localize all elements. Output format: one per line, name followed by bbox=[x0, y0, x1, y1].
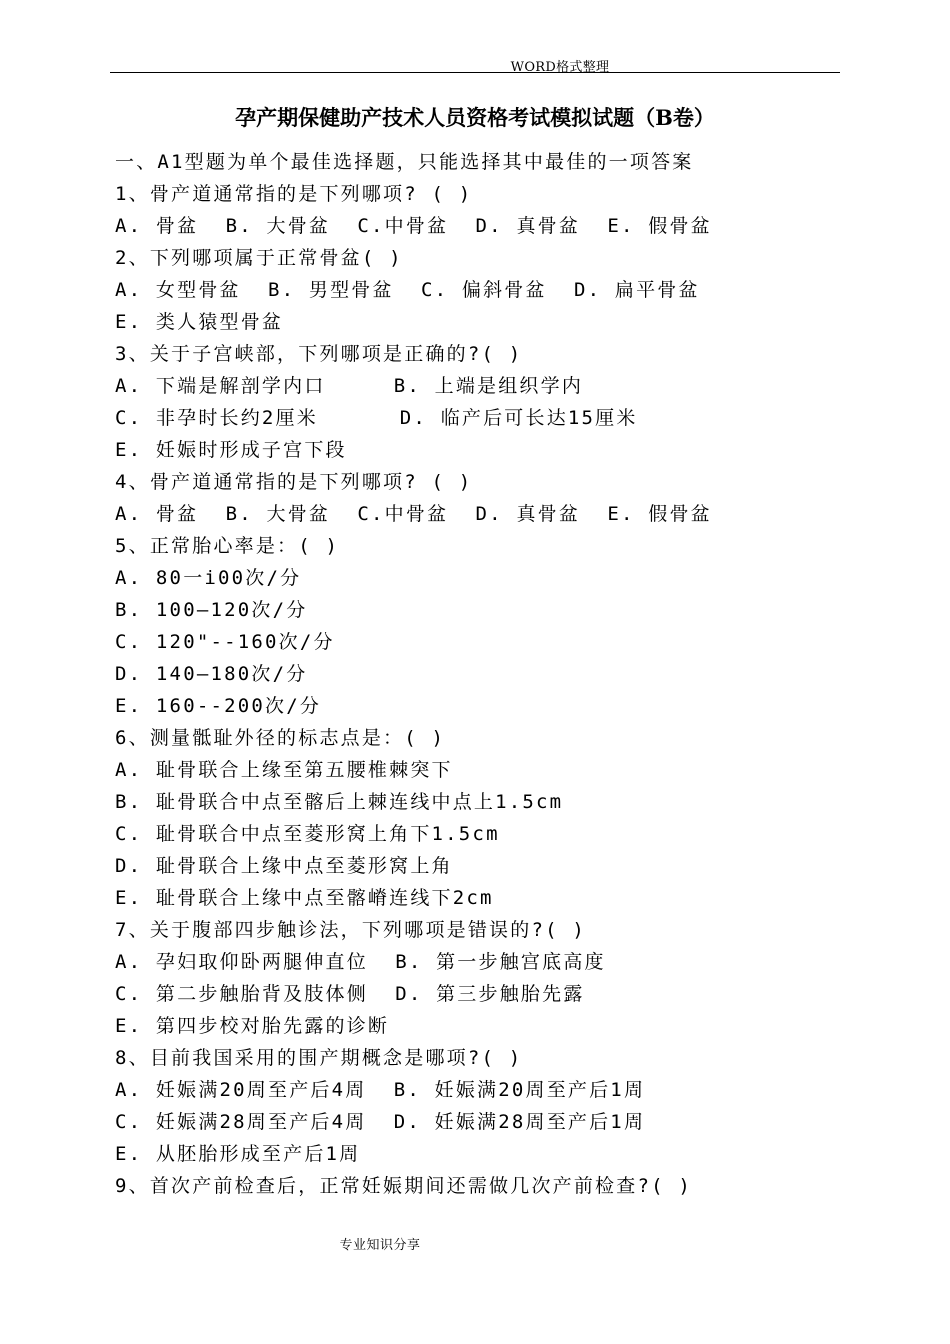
question-8-options-cd: C. 妊娠满28周至产后4周 D. 妊娠满28周至产后1周 bbox=[115, 1111, 646, 1133]
question-2-options: A. 女型骨盆 B. 男型骨盆 C. 偏斜骨盆 D. 扁平骨盆 bbox=[115, 279, 700, 301]
question-5-option-c: C. 120"--160次/分 bbox=[115, 631, 335, 653]
question-3: 3、关于子宫峡部，下列哪项是正确的?( ) bbox=[115, 343, 523, 365]
question-5-option-b: B. 100—120次/分 bbox=[115, 599, 308, 621]
question-5-option-d: D. 140—180次/分 bbox=[115, 663, 308, 685]
page-footer: 专业知识分享 bbox=[339, 1238, 421, 1253]
question-4: 4、骨产道通常指的是下列哪项? ( ) bbox=[115, 471, 473, 493]
question-6-option-d: D. 耻骨联合上缘中点至菱形窝上角 bbox=[115, 855, 453, 877]
question-6-option-e: E. 耻骨联合上缘中点至髂嵴连线下2cm bbox=[115, 887, 494, 909]
question-7-option-e: E. 第四步校对胎先露的诊断 bbox=[115, 1015, 390, 1037]
document-title: 孕产期保健助产技术人员资格考试模拟试题（B卷） bbox=[235, 105, 715, 130]
page-header: WORD格式整理 bbox=[510, 60, 610, 75]
question-1-options: A. 骨盆 B. 大骨盆 C.中骨盆 D. 真骨盆 E. 假骨盆 bbox=[115, 215, 712, 237]
question-8-option-e: E. 从胚胎形成至产后1周 bbox=[115, 1143, 361, 1165]
question-5-option-e: E. 160--200次/分 bbox=[115, 695, 322, 717]
question-3-options-ab: A. 下端是解剖学内口 B. 上端是组织学内 bbox=[115, 375, 584, 397]
question-4-options: A. 骨盆 B. 大骨盆 C.中骨盆 D. 真骨盆 E. 假骨盆 bbox=[115, 503, 712, 525]
question-9: 9、首次产前检查后，正常妊娠期间还需做几次产前检查?( ) bbox=[115, 1175, 692, 1197]
question-6-option-a: A. 耻骨联合上缘至第五腰椎棘突下 bbox=[115, 759, 453, 781]
section-heading: 一、A1型题为单个最佳选择题，只能选择其中最佳的一项答案 bbox=[115, 151, 694, 173]
question-3-option-e: E. 妊娠时形成子宫下段 bbox=[115, 439, 347, 461]
header-divider bbox=[110, 72, 840, 73]
question-6-option-b: B. 耻骨联合中点至髂后上棘连线中点上1.5cm bbox=[115, 791, 564, 813]
question-5: 5、正常胎心率是：( ) bbox=[115, 535, 340, 557]
question-8: 8、目前我国采用的围产期概念是哪项?( ) bbox=[115, 1047, 523, 1069]
question-7-options-ab: A. 孕妇取仰卧两腿伸直位 B. 第一步触宫底高度 bbox=[115, 951, 606, 973]
question-1: 1、骨产道通常指的是下列哪项? ( ) bbox=[115, 183, 473, 205]
question-6-option-c: C. 耻骨联合中点至菱形窝上角下1.5cm bbox=[115, 823, 500, 845]
question-7-options-cd: C. 第二步触胎背及肢体侧 D. 第三步触胎先露 bbox=[115, 983, 585, 1005]
question-2: 2、下列哪项属于正常骨盆( ) bbox=[115, 247, 403, 269]
question-3-options-cd: C. 非孕时长约2厘米 D. 临产后可长达15厘米 bbox=[115, 407, 638, 429]
question-8-options-ab: A. 妊娠满20周至产后4周 B. 妊娠满20周至产后1周 bbox=[115, 1079, 646, 1101]
question-6: 6、测量骶耻外径的标志点是：( ) bbox=[115, 727, 446, 749]
question-content bbox=[115, 146, 835, 1202]
question-2-option-e: E. 类人猿型骨盆 bbox=[115, 311, 284, 333]
question-5-option-a: A. 80一i00次/分 bbox=[115, 567, 302, 589]
question-7: 7、关于腹部四步触诊法，下列哪项是错误的?( ) bbox=[115, 919, 586, 941]
